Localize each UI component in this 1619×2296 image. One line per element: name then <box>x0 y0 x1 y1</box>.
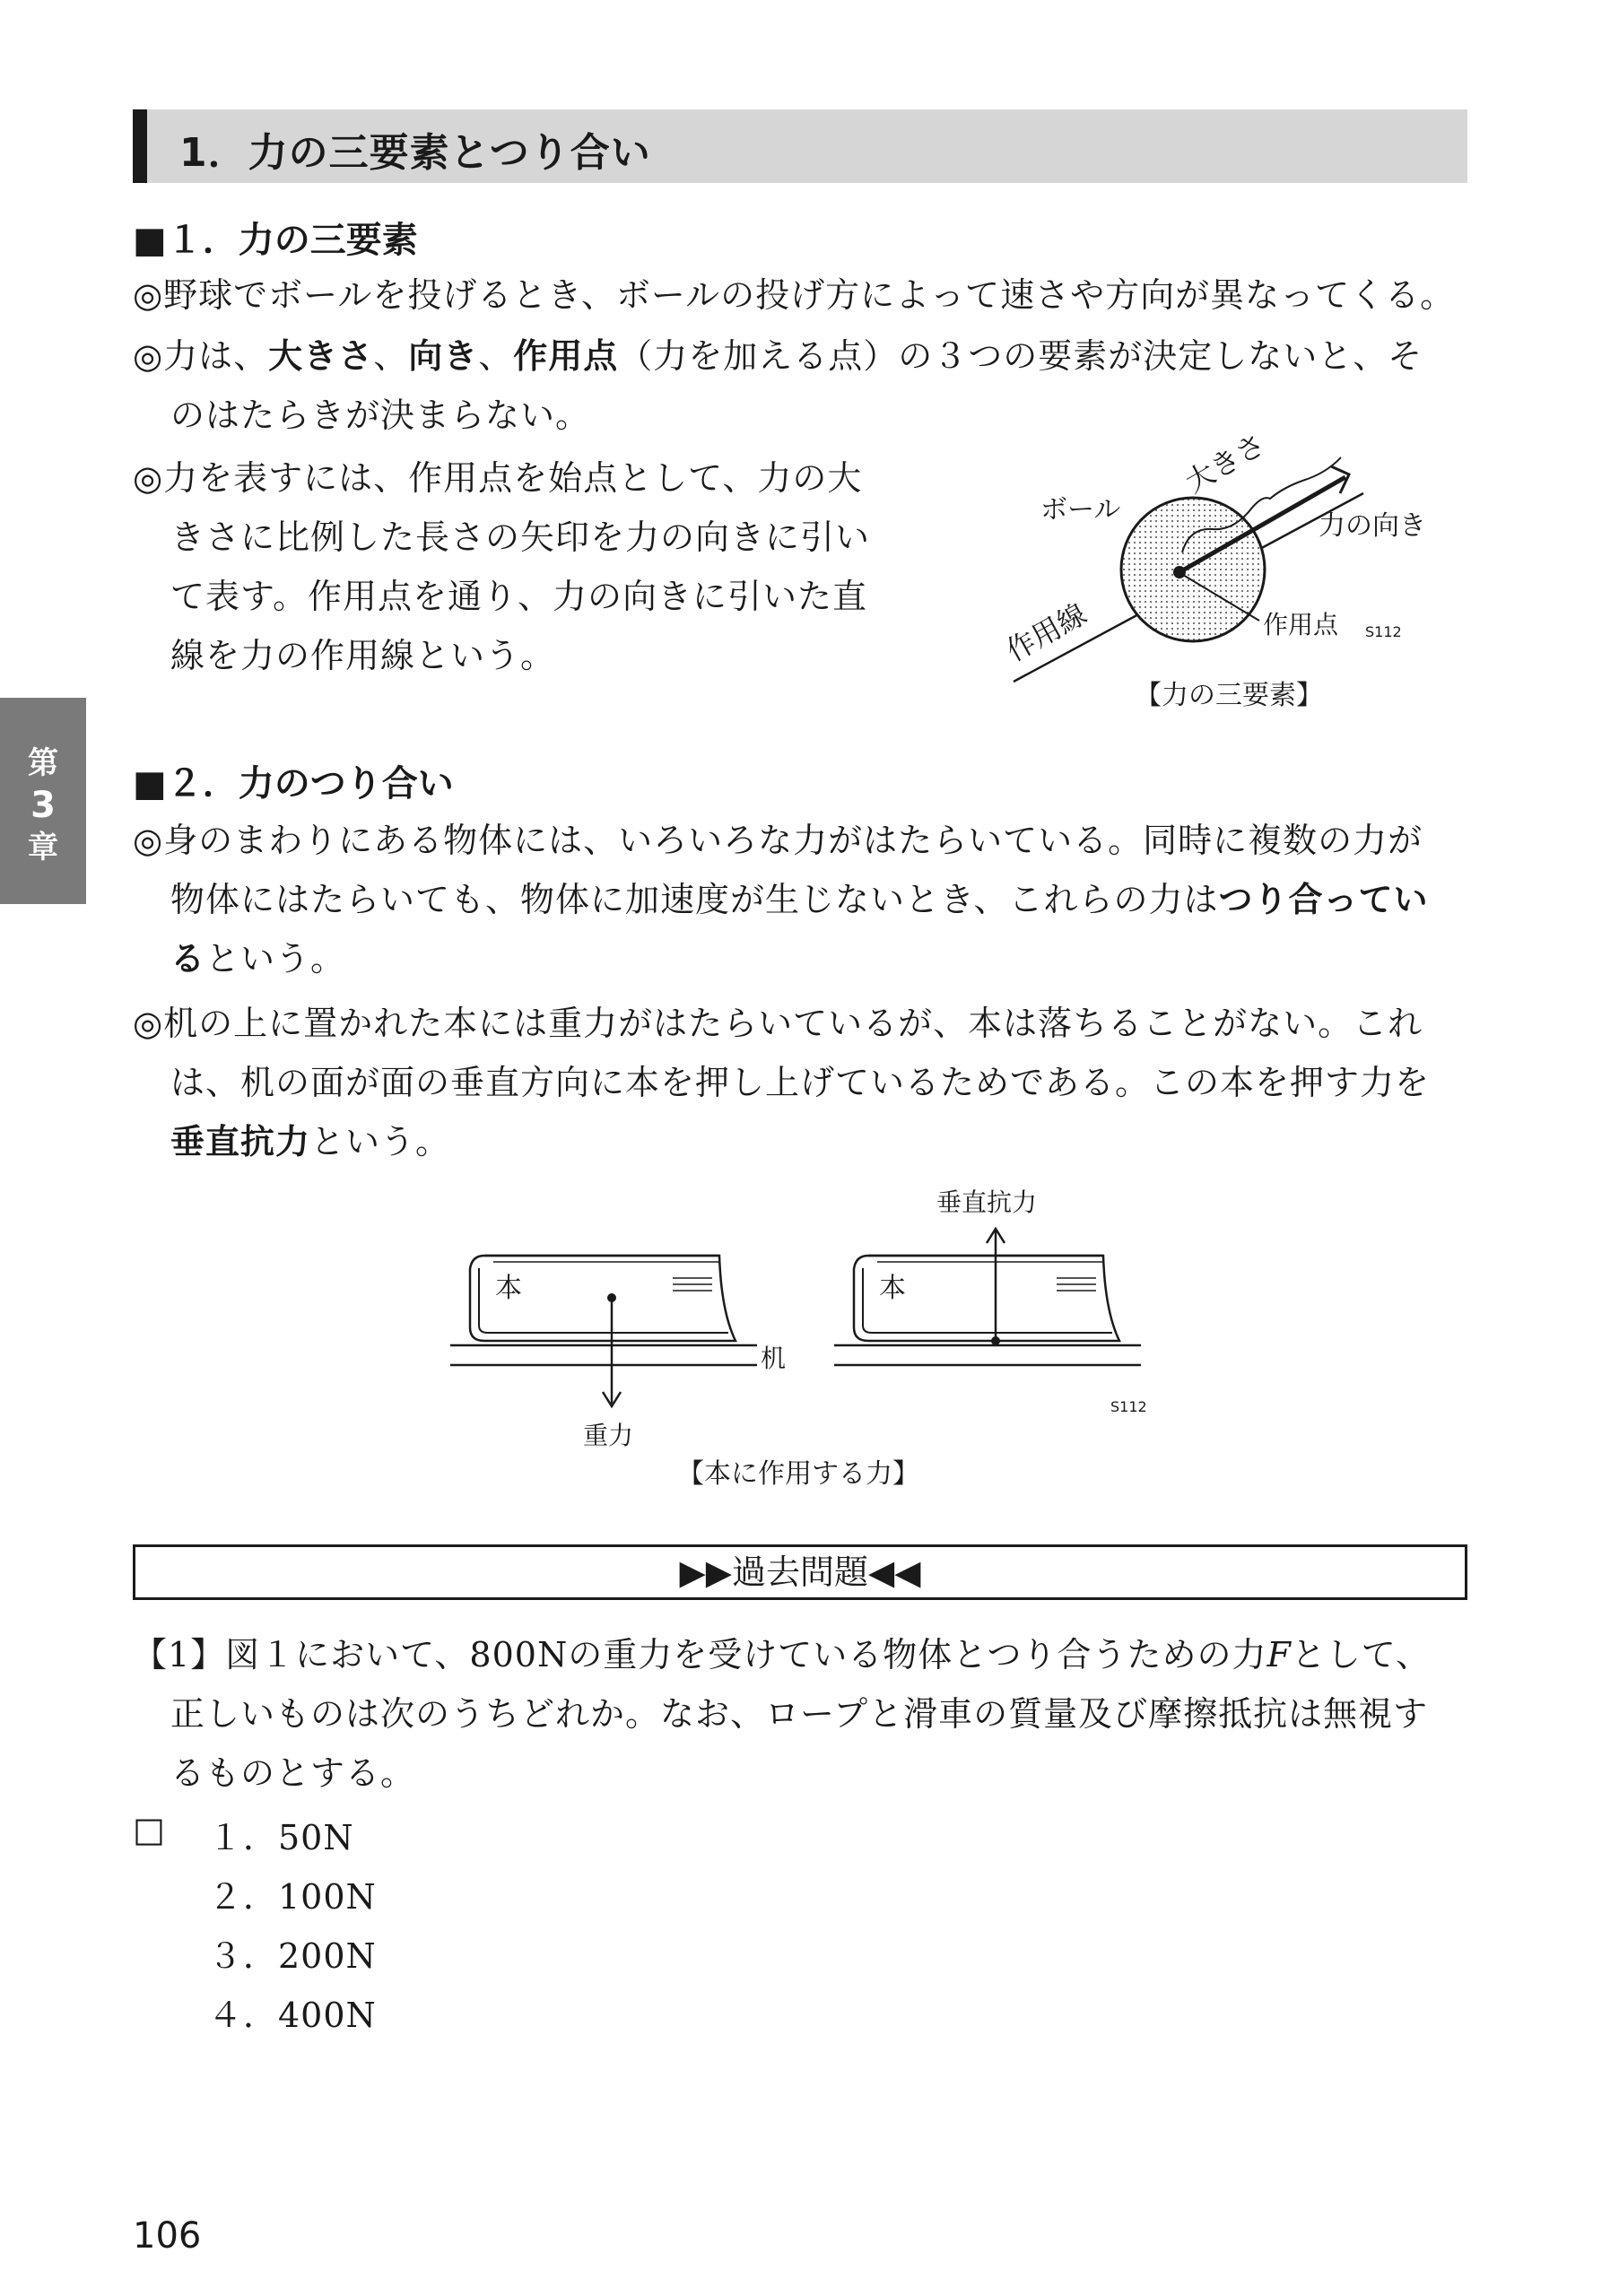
chapter-tab-text-3: 章 <box>28 830 58 865</box>
choice-4: ４．400N <box>208 1996 377 2035</box>
exam-question-line-3: るものとする。 <box>170 1753 416 1793</box>
label-normal-force: 垂直抗力 <box>936 1187 1038 1217</box>
paragraph-2-line-1: ◎力は、大きさ、向き、作用点（力を加える点）の３つの要素が決定しないと、そ <box>133 336 1423 376</box>
chapter-tab <box>0 698 86 904</box>
exam-question-line-2: 正しいものは次のうちどれか。なお、ロープと滑車の質量及び摩擦抵抗は無視す <box>170 1694 1429 1734</box>
paragraph-3-line-2: きさに比例した長さの矢印を力の向きに引い <box>170 517 871 557</box>
paragraph-5 <box>133 994 1478 1171</box>
term-point-of-application: 作用点 <box>513 336 619 376</box>
page-number: 106 <box>133 2215 202 2257</box>
exam-question <box>133 1625 1478 1803</box>
choice-3: ３．200N <box>208 1936 377 1976</box>
paragraph-5-line-1: ◎机の上に置かれた本には重力がはたらいているが、本は落ちることがない。これ <box>133 1004 1423 1043</box>
label-line-of-action: 作用線 <box>1000 596 1092 668</box>
paragraph-4-line-2: 物体にはたらいても、物体に加速度が生じないとき、これらの力はつり合ってい <box>170 880 1429 919</box>
choice-2: ２．100N <box>208 1877 377 1917</box>
label-ball: ボール <box>1040 494 1121 526</box>
figure-1-caption: 【力の三要素】 <box>1135 680 1323 711</box>
force-elements-figure <box>987 422 1453 691</box>
choice-1: １．50N <box>208 1818 354 1857</box>
label-point-of-application: 作用点 <box>1263 610 1339 639</box>
paragraph-5-line-3: 垂直抗力という。 <box>170 1122 451 1161</box>
label-gravity: 重力 <box>583 1421 634 1450</box>
chapter-tab-text-2: 3 <box>30 785 56 826</box>
subsection-heading-2: ■２．力のつり合い <box>133 763 454 804</box>
label-magnitude: 大きさ <box>1179 427 1272 500</box>
paragraph-4 <box>133 811 1478 988</box>
past-exam-header: ▶▶過去問題◀◀ <box>133 1544 1467 1600</box>
exam-question-line-1: 【1】図１において、800Nの重力を受けている物体とつり合うための力𝐹として、 <box>133 1635 1432 1674</box>
paragraph-1-line: ◎野球でボールを投げるとき、ボールの投げ方によって速さや方向が異なってくる。 <box>133 275 1456 315</box>
term-normal-force: 垂直抗力 <box>170 1122 311 1161</box>
ball-shape <box>1121 498 1265 641</box>
chapter-tab-text-1: 第 <box>28 745 58 781</box>
paragraph-4-line-3: るという。 <box>170 939 346 978</box>
paragraph-3-line-3: て表す。作用点を通り、力の向きに引いた直 <box>170 577 867 616</box>
section-title: 1．力の三要素とつり合い <box>179 130 651 176</box>
label-book-left: 本 <box>495 1273 522 1304</box>
figure-2-code: S112 <box>1110 1398 1147 1415</box>
subsection-heading-1: ■１．力の三要素 <box>133 220 418 261</box>
paragraph-5-line-2: は、机の面が面の垂直方向に本を押し上げているためである。この本を押す力を <box>170 1063 1431 1102</box>
paragraph-1 <box>133 265 1478 325</box>
paragraph-4-line-1: ◎身のまわりにある物体には、いろいろな力がはたらいている。同時に複数の力が <box>133 821 1423 860</box>
paragraph-3 <box>133 448 904 685</box>
paragraph-3-line-4: 線を力の作用線という。 <box>170 636 556 675</box>
paragraph-2-line-2: のはたらきが決まらない。 <box>170 396 591 435</box>
paragraph-3-line-1: ◎力を表すには、作用点を始点として、力の大 <box>133 458 863 498</box>
figure-2-caption: 【本に作用する力】 <box>677 1458 919 1490</box>
label-direction: 力の向き <box>1319 510 1426 542</box>
term-magnitude: 大きさ <box>268 336 374 376</box>
heading-marker <box>133 109 147 183</box>
figure-code: S112 <box>1365 623 1402 640</box>
term-equilibrium: つり合ってい <box>1218 880 1429 919</box>
point-of-application-dot <box>1173 566 1186 578</box>
term-direction: 向き <box>408 336 479 376</box>
book-forces-figure <box>440 1175 1184 1471</box>
answer-checkbox[interactable]: □ <box>133 1810 166 1849</box>
section-heading-bar <box>133 109 1467 183</box>
label-book-right: 本 <box>879 1273 906 1304</box>
label-desk: 机 <box>761 1344 787 1373</box>
